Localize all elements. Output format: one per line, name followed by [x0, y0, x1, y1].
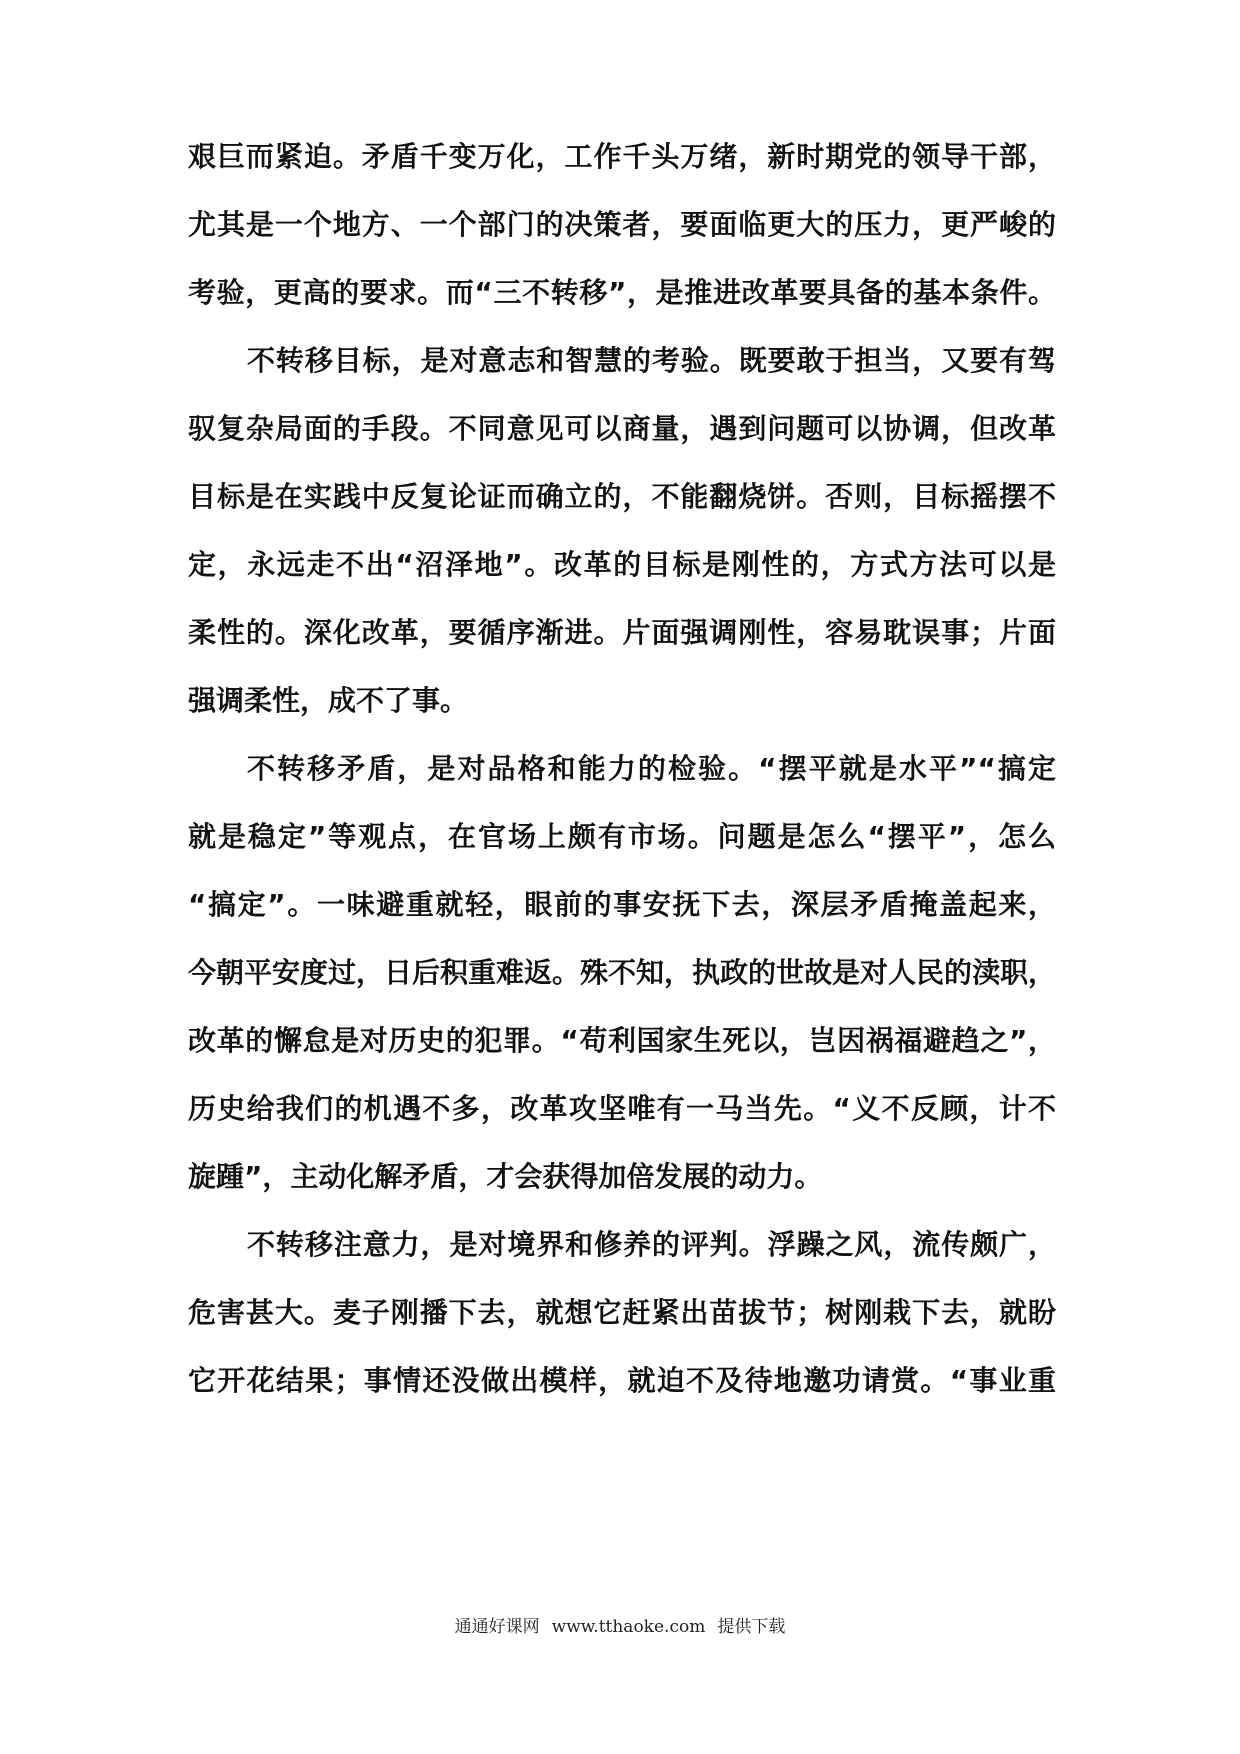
text-line: 尤其是一个地方、一个部门的决策者，要面临更大的压力，更严峻的 — [188, 208, 1056, 241]
paragraph-last-line: 旋踵”，主动化解矛盾，才会获得加倍发展的动力。 — [188, 1160, 823, 1193]
text-line: “搞定”。一味避重就轻，眼前的事安抚下去，深层矛盾掩盖起来， — [188, 888, 1056, 921]
text-line: 它开花结果；事情还没做出模样，就迫不及待地邀功请赏。“事业重 — [188, 1364, 1056, 1397]
text-line: 驭复杂局面的手段。不同意见可以商量，遇到问题可以协调，但改革 — [188, 412, 1056, 445]
page-footer — [0, 1615, 1240, 1639]
paragraph-first-line: 不转移矛盾，是对品格和能力的检验。“摆平就是水平”“搞定 — [247, 752, 1056, 785]
text-line: 就是稳定”等观点，在官场上颇有市场。问题是怎么“摆平”，怎么 — [188, 820, 1056, 853]
text-line: 危害甚大。麦子刚播下去，就想它赶紧出苗拔节；树刚栽下去，就盼 — [188, 1296, 1056, 1329]
paragraph-first-line: 不转移目标，是对意志和智慧的考验。既要敢于担当，又要有驾 — [247, 344, 1056, 377]
footer-site-name: 通通好课网 — [454, 1617, 540, 1637]
text-line: 定，永远走不出“沼泽地”。改革的目标是刚性的，方式方法可以是 — [188, 548, 1056, 581]
text-line: 艰巨而紧迫。矛盾千变万化，工作千头万绪，新时期党的领导干部， — [188, 140, 1056, 173]
paragraph-first-line: 不转移注意力，是对境界和修养的评判。浮躁之风，流传颇广， — [247, 1228, 1056, 1261]
footer-suffix: 提供下载 — [717, 1617, 786, 1637]
text-line: 目标是在实践中反复论证而确立的，不能翻烧饼。否则，目标摇摆不 — [188, 480, 1056, 513]
footer-url[interactable]: www.tthaoke.com — [551, 1617, 706, 1637]
text-line: 今朝平安度过，日后积重难返。殊不知，执政的世故是对人民的渎职， — [188, 956, 1057, 989]
text-line: 历史给我们的机遇不多，改革攻坚唯有一马当先。“义不反顾，计不 — [188, 1092, 1056, 1125]
text-line: 柔性的。深化改革，要循序渐进。片面强调刚性，容易耽误事；片面 — [188, 616, 1056, 649]
text-line: 考验，更高的要求。而“三不转移”，是推进改革要具备的基本条件。 — [188, 276, 1056, 309]
text-line: 改革的懈怠是对历史的犯罪。“苟利国家生死以，岂因祸福避趋之”， — [188, 1024, 1056, 1057]
paragraph-last-line: 强调柔性，成不了事。 — [188, 684, 469, 717]
